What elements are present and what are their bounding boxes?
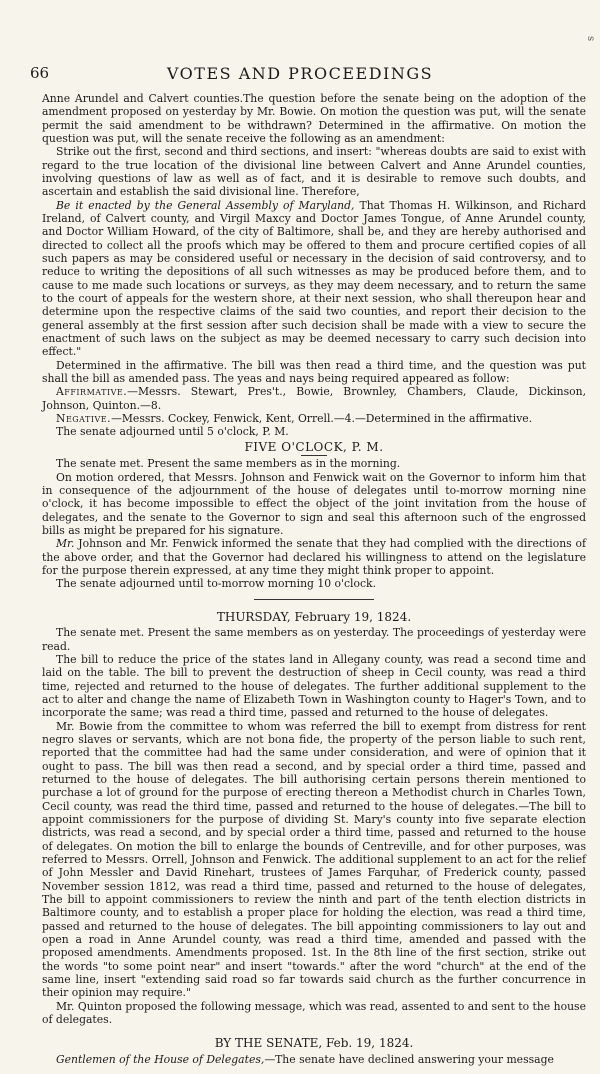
paragraph: Strike out the first, second and third sections, and insert: "whereas doubts are said to exist with regard to the true location of the divisional line between Calvert and Anne Arundel counties, involving questions of law as well as of fact, and it is desirable to remove such doubts, and ascertain and establish the said divisional line. Therefore, bbox=[42, 145, 586, 199]
paragraph: The senate met. Present the same members as on yesterday. The proceedings of yesterday were read. bbox=[42, 626, 586, 653]
paragraph: Mr. Bowie from the committee to whom was referred the bill to exempt from distress for rent negro slaves or servants, which are not bona fide, the property of the person liable to such rent, reported that the committee had had the same under consideration, and were of opinion that it ought to pass. The bill was then read a second, and by special order a third time, passed and returned to the house of delegates. The bill authorising certain persons therein mentioned to purchase a lot of ground for the purpose of erecting thereon a Methodist church in Charles Town, Cecil county, was read the third time, passed and returned to the house of delegates.—The bill to appoint commissioners for the purpose of dividing St. Mary's county into five separate election districts, was read a second, and by special order a third time, passed and returned to the house of delegates. On motion the bill to enlarge the bounds of Centreville, and for other purposes, was referred to Messrs. Orrell, Johnson and Fenwick. The additional supplement to an act for the relief of John Messler and David Rinehart, trustees of James Farquhar, of Frederick county, passed November session 1812, was read a third time, passed and returned to the house of delegates, The bill to appoint commissioners to review the ninth and part of the tenth election districts in Baltimore county, and to establish a proper place for holding the election, was read a third time, passed and returned to the house of delegates. The bill appointing commissioners to lay out and open a road in Anne Arundel county, was read a third time, amended and passed with the proposed amendments. Amendments proposed. 1st. In the 8th line of the first section, strike out the words "to some point near" and insert "towards." after the word "church" at the end of the same line, insert "extending said road so far towards said church as the further concurrence in their opinion may require." bbox=[42, 719, 586, 1000]
divider bbox=[301, 455, 327, 456]
gutter-mark: s bbox=[585, 36, 596, 42]
paragraph: Mr. Quinton proposed the following message, which was read, assented to and sent to the house of delegates. bbox=[42, 999, 586, 1026]
enacting-clause: Be it enacted by the General Assembly of Maryland, That Thomas H. Wilkinson, and Richard Ireland, of Calvert county, and Virgil Maxcy and Doctor James Tongue, of Anne Arundel county, and Doctor William Howard, of the city of Baltimore, shall be, and they are hereby authorised and directed to collect all the proofs which may be offered to them and procure certified copies of all such papers as may be considered useful or necessary in the decision of said controversy, and to reduce to writing the depositions of all such witnesses as may be produced before them, and to cause to me made such locations or surveys, as they may deem necessary, and to return the same to the court of appeals for the western shore, at their next session, who shall thereupon hear and determine upon the respective claims of the said two counties, and report their decision to the general assembly at the first session after such decision shall be made with a view to secure the enactment of such laws on the subject as may be deemed necessary to carry such decision into effect." bbox=[42, 198, 586, 359]
page-number: 66 bbox=[30, 64, 50, 82]
paragraph: The senate adjourned until to-morrow morning 10 o'clock. bbox=[56, 577, 377, 591]
paragraph: On motion ordered, that Messrs. Johnson and Fenwick wait on the Governor to inform him that in consequence of the adjournment of the house of delegates until to-morrow morning nine o'clock, it has become impossible to effect the object of the joint invitation from the house of delegates, and the senate to the Governor to sign and seal this afternoon such of the engrossed bills as might be prepared for his signature. bbox=[42, 470, 586, 537]
vote-affirmative: Affirmative.—Messrs. Stewart, Pres't., Bowie, Brownley, Chambers, Claude, Dickinson, Johnson, Quinton.—8. bbox=[42, 385, 586, 412]
enacting-lead: Be it enacted by the General Assembly of Maryland, bbox=[56, 198, 355, 212]
paragraph: The bill to reduce the price of the states land in Allegany county, was read a second time and laid on the table. The bill to prevent the destruction of sheep in Cecil county, was read a third time, rejected and returned to the house of delegates. The further additional supplement to the act to alter and change the name of Elizabeth Town in Washington county to Hager's Town, and to incorporate the same; was read a third time, passed and returned to the house of delegates. bbox=[42, 653, 586, 720]
body-text bbox=[42, 92, 586, 1066]
paragraph: The senate met. Present the same members as in the morning. bbox=[56, 457, 401, 471]
divider bbox=[254, 599, 374, 600]
running-title: VOTES AND PROCEEDINGS bbox=[166, 64, 434, 83]
section-heading-thursday: THURSDAY, February 19, 1824. bbox=[216, 609, 412, 624]
message-salutation: Gentlemen of the House of Delegates, bbox=[56, 1053, 265, 1067]
section-heading-five-oclock: FIVE O'CLOCK, P. M. bbox=[244, 439, 384, 454]
paragraph: The senate adjourned until 5 o'clock, P. M. bbox=[56, 425, 289, 439]
vote-negative: Negative.—Messrs. Cockey, Fenwick, Kent, Orrell.—4.—Determined in the affirmative. bbox=[56, 411, 533, 425]
message-paragraph: Gentlemen of the House of Delegates,—The senate have declined answering your message bbox=[56, 1053, 554, 1067]
paragraph: Mr. Johnson and Mr. Fenwick informed the senate that they had complied with the directions of the above order, and that the Governor had declared his willingness to attend on the legislature for the purpose therein expressed, at any time they might think proper to appoint. bbox=[42, 537, 586, 577]
message-heading: BY THE SENATE, Feb. 19, 1824. bbox=[214, 1036, 414, 1051]
paragraph: Determined in the affirmative. The bill was then read a third time, and the question was put shall the bill as amended pass. The yeas and nays being required appeared as follow: bbox=[42, 358, 586, 385]
paragraph: Anne Arundel and Calvert counties.The question before the senate being on the adoption of the amendment proposed on yesterday by Mr. Bowie. On motion the question was put, will the senate permit the said amendment to be withdrawn? Determined in the affirmative. On motion the question was put, will the senate receive the following as an amendment: bbox=[42, 92, 586, 145]
